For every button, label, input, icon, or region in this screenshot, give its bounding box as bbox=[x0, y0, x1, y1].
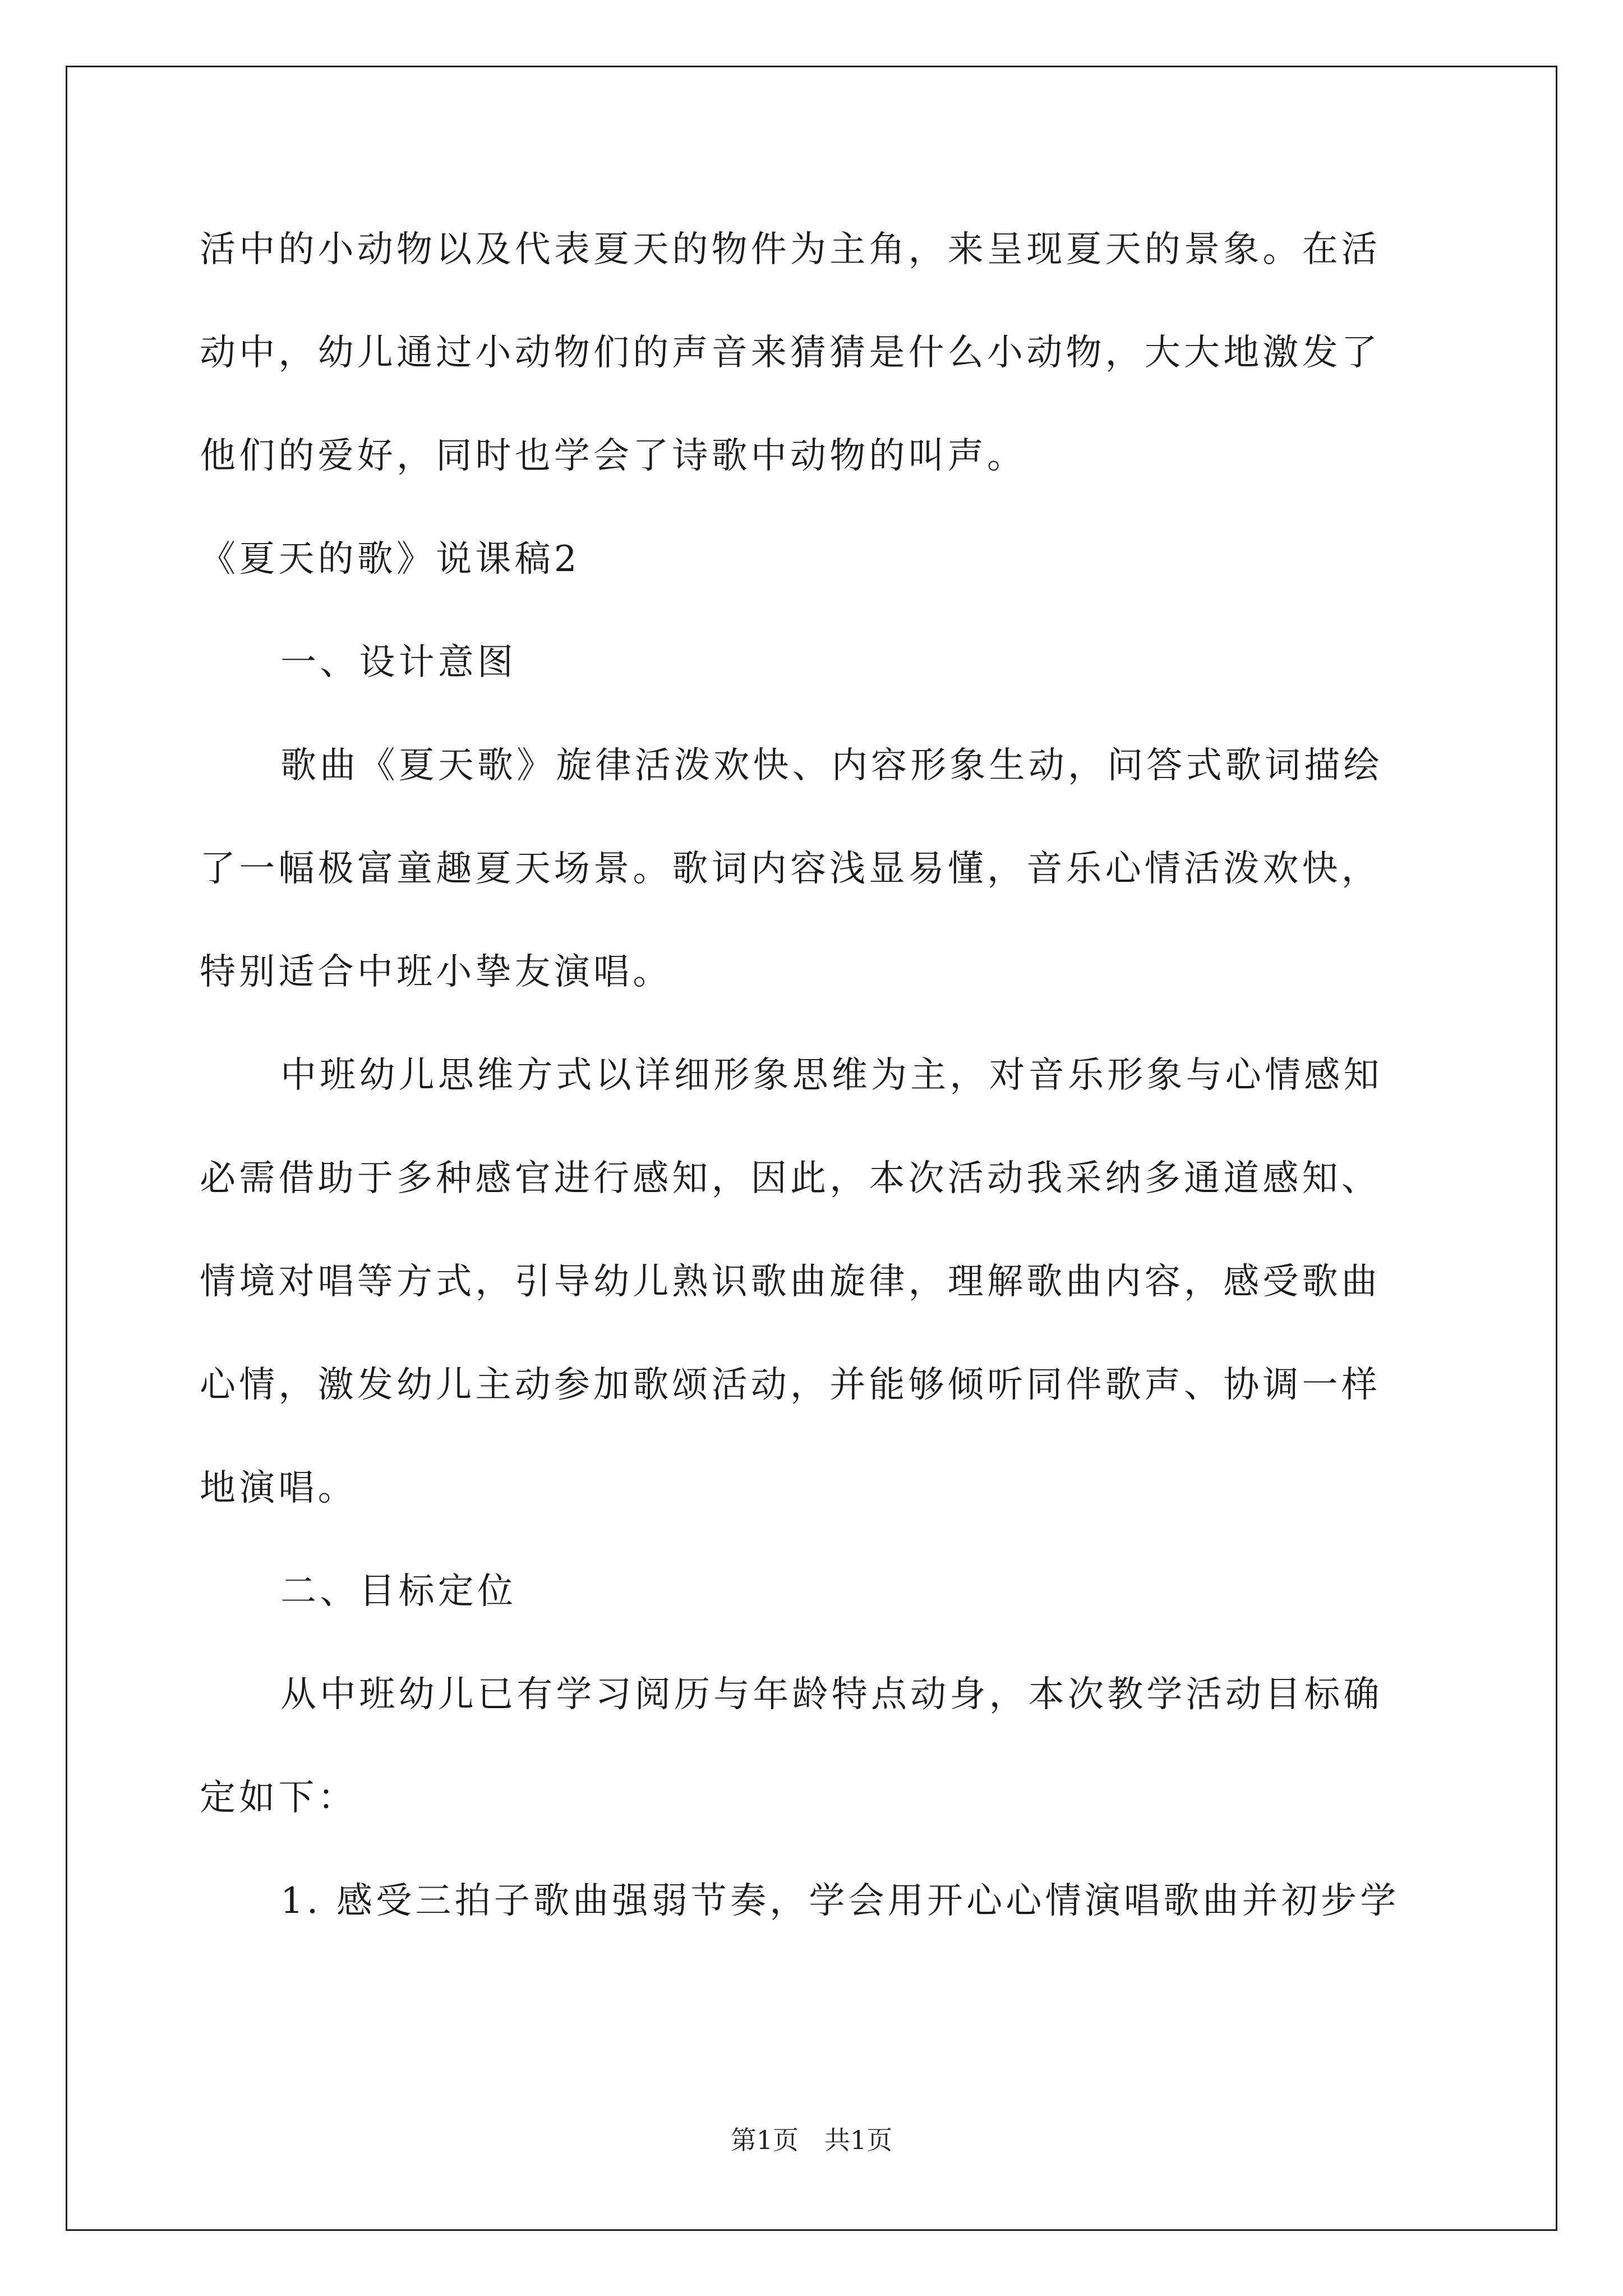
page-footer: 第1页 共1页 bbox=[730, 2125, 893, 2155]
body-text-line: 特别适合中班小挚友演唱。 bbox=[200, 951, 672, 993]
body-text-line: 了一幅极富童趣夏天场景。歌词内容浅显易懂，音乐心情活泼欢快， bbox=[200, 848, 1381, 890]
body-text-line: 定如下： bbox=[200, 1777, 357, 1819]
body-text-line: 动中，幼儿通过小动物们的声音来猜猜是什么小动物，大大地激发了 bbox=[200, 332, 1381, 374]
list-item-1: 1. 感受三拍子歌曲强弱节奏，学会用开心心情演唱歌曲并初步学 bbox=[280, 1880, 1400, 1922]
body-text-line: 活中的小动物以及代表夏天的物件为主角，来呈现夏天的景象。在活 bbox=[200, 229, 1381, 270]
heading-design-intent: 一、设计意图 bbox=[280, 642, 517, 683]
body-text-line: 他们的爱好，同时也学会了诗歌中动物的叫声。 bbox=[200, 435, 1027, 477]
heading-goal-positioning: 二、目标定位 bbox=[280, 1571, 517, 1612]
body-text-line: 情境对唱等方式，引导幼儿熟识歌曲旋律，理解歌曲内容，感受歌曲 bbox=[200, 1261, 1381, 1303]
body-text-line: 歌曲《夏天歌》旋律活泼欢快、内容形象生动，问答式歌词描绘 bbox=[280, 745, 1383, 786]
body-text-line: 地演唱。 bbox=[200, 1467, 357, 1509]
body-text-line: 中班幼儿思维方式以详细形象思维为主，对音乐形象与心情感知 bbox=[280, 1055, 1383, 1096]
body-text-line: 必需借助于多种感官进行感知，因此，本次活动我采纳多通道感知、 bbox=[200, 1158, 1381, 1199]
body-text-line: 从中班幼儿已有学习阅历与年龄特点动身，本次教学活动目标确 bbox=[280, 1674, 1383, 1715]
section-title: 《夏天的歌》说课稿2 bbox=[200, 539, 580, 580]
body-text-line: 心情，激发幼儿主动参加歌颂活动，并能够倾听同伴歌声、协调一样 bbox=[200, 1364, 1381, 1406]
